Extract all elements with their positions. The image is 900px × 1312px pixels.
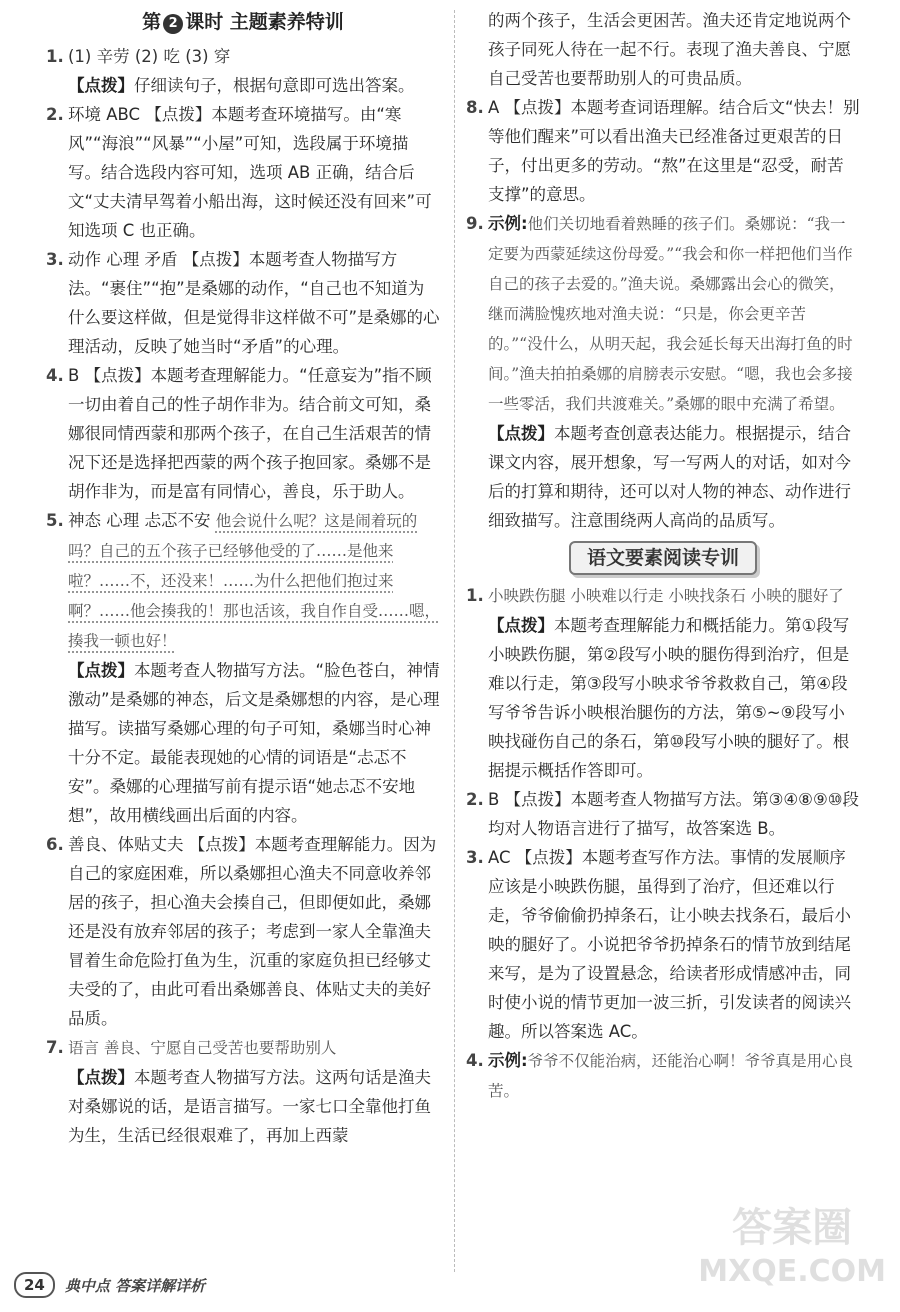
reading-question-2 xyxy=(466,785,860,843)
page-footer xyxy=(14,1268,205,1302)
tip-tag: 【点拨】 xyxy=(68,661,134,680)
question-2 xyxy=(46,100,440,245)
section-title xyxy=(46,6,440,38)
handwritten-answer: 他们关切地看着熟睡的孩子们。桑娜说：“我一定要为西蒙延续这份母爱。”“我会和你一样把他们当作自己的孩子去爱的。”渔夫说。桑娜露出会心的微笑，继而满脸愧疚地对渔夫说：“只是，你会更辛苦的。”“没什么，从明天起，我会延长每天出海打鱼的时间。”渔夫拍拍桑娜的肩膀表示安慰。“嗯，我也会多接一些零活，我们共渡难关。”桑娜的眼中充满了希望。 xyxy=(488,215,853,413)
question-number: 7. xyxy=(46,1038,64,1057)
question-number: 3. xyxy=(466,848,484,867)
question-number: 5. xyxy=(46,511,64,530)
answer-text: 神态 心理 忐忑不安 xyxy=(68,511,216,530)
question-number: 3. xyxy=(46,250,64,269)
answer-text: 环境 ABC 【点拨】本题考查环境描写。由“寒风”“海浪”“风暴”“小屋”可知，选段属于环境描写。结合选段内容可知，选项 AB 正确，结合后文“丈夫清早驾着小船出海，这时候还没有回来”可知选项 C 也正确。 xyxy=(68,105,432,240)
reading-question-1-tip xyxy=(466,611,860,785)
question-number: 4. xyxy=(466,1051,484,1070)
question-number: 2. xyxy=(466,790,484,809)
title-text: 课时 主题素养特训 xyxy=(185,11,344,33)
reading-question-4 xyxy=(466,1046,860,1106)
question-9-tip xyxy=(466,419,860,535)
handwritten-answer: 小映跌伤腿 小映难以行走 小映找条石 小映的腿好了 xyxy=(488,587,844,605)
answer-text: (1) 辛劳 (2) 吃 (3) 穿 xyxy=(68,47,231,66)
tip-text: 本题考查人物描写方法。这两句话是渔夫对桑娜说的话，是语言描写。一家七口全靠他打鱼为生，生活已经很艰难了，再加上西蒙 xyxy=(68,1068,431,1145)
column-divider xyxy=(454,10,455,1272)
question-4 xyxy=(46,361,440,506)
tip-tag: 【点拨】 xyxy=(68,76,134,95)
example-label: 示例: xyxy=(488,1051,528,1070)
section-banner-wrap xyxy=(466,541,860,575)
answer-text: 动作 心理 矛盾 【点拨】本题考查人物描写方法。“裹住”“抱”是桑娜的动作，“自己也不知道为什么要这样做，但是觉得非这样做不可”是桑娜的心理活动，反映了她当时“矛盾”的心理。 xyxy=(68,250,440,356)
question-5-tip xyxy=(46,656,440,830)
brand-logo: 典中点 答案详解详析 xyxy=(64,1276,206,1295)
reading-question-3 xyxy=(466,843,860,1046)
section-banner: 语文要素阅读专训 xyxy=(569,541,757,575)
question-number: 9. xyxy=(466,214,484,233)
question-number: 2. xyxy=(46,105,64,124)
tip-tag: 【点拨】 xyxy=(488,424,554,443)
answer-text: B 【点拨】本题考查人物描写方法。第③④⑧⑨⑩段均对人物语言进行了描写，故答案选 B。 xyxy=(488,790,860,838)
tip-text: 仔细读句子，根据句意即可选出答案。 xyxy=(134,76,415,95)
question-1-tip xyxy=(46,71,440,100)
question-number: 4. xyxy=(46,366,64,385)
question-7-tip xyxy=(46,1063,440,1150)
watermark-line-2: MXQE.COM xyxy=(698,1254,886,1289)
answer-text: A 【点拨】本题考查词语理解。结合后文“快去！别等他们醒来”可以看出渔夫已经准备过更艰苦的日子，付出更多的劳动。“熬”在这里是“忍受，耐苦支撑”的意思。 xyxy=(488,98,860,204)
answer-text: AC 【点拨】本题考查写作方法。事情的发展顺序应该是小映跌伤腿，虽得到了治疗，但还难以行走，爷爷偷偷扔掉条石，让小映去找条石，最后小映的腿好了。小说把爷爷扔掉条石的情节放到结尾来写，是为了设置悬念，给读者形成情感冲击，同时使小说的情节更加一波三折，引发读者的阅读兴趣。所以答案选 AC。 xyxy=(488,848,851,1041)
question-6 xyxy=(46,830,440,1033)
question-number: 6. xyxy=(46,835,64,854)
question-3 xyxy=(46,245,440,361)
right-column xyxy=(466,6,860,1106)
tip-text: 本题考查人物描写方法。“脸色苍白，神情激动”是桑娜的神态，后文是桑娜想的内容，是心理描写。读描写桑娜心理的句子可知，桑娜当时心神十分不定。最能表现她的心情的词语是“忐忑不安”。桑娜的心理描写前有提示语“她忐忑不安地想”，故用横线画出后面的内容。 xyxy=(68,661,440,825)
watermark xyxy=(698,1206,886,1294)
handwritten-answer: 爷爷不仅能治病，还能治心啊！爷爷真是用心良苦。 xyxy=(488,1052,854,1100)
answer-text: B 【点拨】本题考查理解能力。“任意妄为”指不顾一切由着自己的性子胡作非为。结合前文可知，桑娜很同情西蒙和那两个孩子，在自己生活艰苦的情况下还是选择把西蒙的两个孩子抱回家。桑娜不是胡作非为，而是富有同情心，善良，乐于助人。 xyxy=(68,366,432,501)
question-1 xyxy=(46,42,440,71)
question-number: 1. xyxy=(46,47,64,66)
question-7-tip-continued xyxy=(466,6,860,93)
left-column xyxy=(46,6,440,1150)
page-number: 24 xyxy=(14,1272,55,1298)
question-8 xyxy=(466,93,860,209)
tip-text: 本题考查创意表达能力。根据提示，结合课文内容，展开想象，写一写两人的对话，如对今后的打算和期待，还可以对人物的神态、动作进行细致描写。注意围绕两人高尚的品质写。 xyxy=(488,424,851,530)
handwritten-answer: 他会说什么呢？这是闹着玩的吗？自己的五个孩子已经够他受的了……是他来啦？……不，还没来！……为什么把他们抱过来啊？……他会揍我的！那也活该，我自作自受……嗯，揍我一顿也好！ xyxy=(68,512,441,650)
example-label: 示例: xyxy=(488,214,528,233)
question-9 xyxy=(466,209,860,419)
title-prefix: 第 xyxy=(142,11,162,33)
answer-text: 善良、体贴丈夫 【点拨】本题考查理解能力。因为自己的家庭困难，所以桑娜担心渔夫不同意收养邻居的孩子，担心渔夫会揍自己，但即便如此，桑娜还是没有放弃邻居的孩子；考虑到一家人全靠渔夫冒着生命危险打鱼为生，沉重的家庭负担已经够丈夫受的了，由此可看出桑娜善良、体贴丈夫的美好品质。 xyxy=(68,835,437,1028)
question-number: 8. xyxy=(466,98,484,117)
handwritten-answer: 语言 善良、宁愿自己受苦也要帮助别人 xyxy=(68,1039,337,1057)
reading-question-1 xyxy=(466,581,860,611)
lesson-number-badge: 2 xyxy=(163,14,183,34)
tip-tag: 【点拨】 xyxy=(68,1068,134,1087)
tip-text: 本题考查理解能力和概括能力。第①段写小映跌伤腿，第②段写小映的腿伤得到治疗，但是难以行走，第③段写小映求爷爷救救自己，第④段写爷爷告诉小映根治腿伤的方法，第⑤~⑨段写小映找碰伤自己的条石，第⑩段写小映的腿好了。根据提示概括作答即可。 xyxy=(488,616,850,780)
watermark-line-1: 答案圈 xyxy=(732,1205,853,1251)
question-7 xyxy=(46,1033,440,1063)
question-5 xyxy=(46,506,440,656)
tip-text: 的两个孩子，生活会更困苦。渔夫还肯定地说两个孩子同死人待在一起不行。表现了渔夫善良、宁愿自己受苦也要帮助别人的可贵品质。 xyxy=(488,11,851,88)
tip-tag: 【点拨】 xyxy=(488,616,554,635)
question-number: 1. xyxy=(466,586,484,605)
